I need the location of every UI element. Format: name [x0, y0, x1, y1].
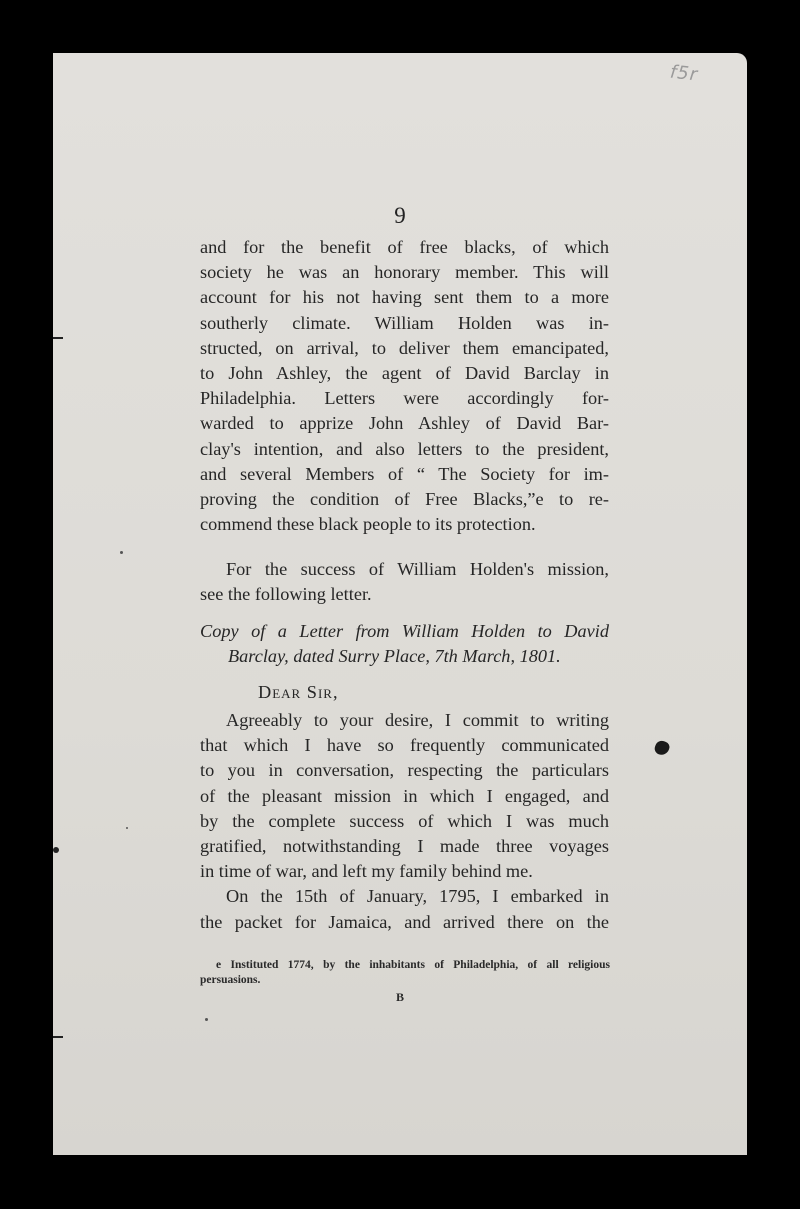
text-line: warded to apprize John Ashley of David Bar- [200, 413, 609, 434]
text-line: clay's intention, and also letters to the president, [200, 438, 609, 459]
text-line: to you in conversation, respecting the particulars [200, 760, 609, 781]
margin-mark [53, 1036, 63, 1038]
letter-heading [200, 619, 609, 669]
letter-body [200, 708, 609, 935]
handwritten-annotation: f5r [668, 61, 700, 86]
greeting-line: Dear Sir, [258, 682, 339, 702]
text-line: structed, on arrival, to deliver them emancipated, [200, 337, 609, 358]
text-line: and for the benefit of free blacks, of which [200, 237, 609, 257]
text-line: to John Ashley, the agent of David Barclay in [200, 362, 609, 383]
text-line: the packet for Jamaica, and arrived there on the [200, 911, 609, 932]
text-line: in time of war, and left my family behind me. [200, 861, 533, 882]
text-line: that which I have so frequently communicated [200, 735, 609, 756]
margin-mark [53, 337, 63, 339]
text-line: account for his not having sent them to a more [200, 287, 609, 308]
text-line: commend these black people to its protection. [200, 514, 536, 535]
text-line: On the 15th of January, 1795, I embarked in [226, 886, 609, 907]
text-line: Philadelphia. Letters were accordingly for- [200, 388, 609, 409]
paper-speck [126, 827, 128, 829]
heading-line: Barclay, dated Surry Place, 7th March, 1801. [228, 646, 561, 667]
heading-line: Copy of a Letter from William Holden to David [200, 621, 609, 641]
text-line: by the complete success of which I was much [200, 810, 609, 831]
footnote [200, 958, 610, 988]
text-line: and several Members of “ The Society for im- [200, 463, 609, 484]
footnote-line: e Instituted 1774, by the inhabitants of Philadelphia, of all religious [216, 959, 610, 971]
paper-speck [205, 1018, 208, 1021]
text-line: proving the condition of Free Blacks,”e to re- [200, 488, 609, 509]
paper-speck [120, 551, 123, 554]
letter-greeting [200, 680, 609, 705]
text-line: society he was an honorary member. This will [200, 262, 609, 283]
paragraph-2 [200, 557, 609, 607]
text-line: Agreeably to your desire, I commit to writing [226, 710, 609, 730]
text-line: of the pleasant mission in which I engaged, and [200, 785, 609, 806]
text-line: see the following letter. [200, 584, 372, 605]
text-line: For the success of William Holden's mission, [226, 559, 609, 579]
margin-mark [53, 847, 59, 853]
text-line: southerly climate. William Holden was in- [200, 312, 609, 333]
text-line: gratified, notwithstanding I made three voyages [200, 835, 609, 856]
signature-mark: B [395, 990, 404, 1004]
page-number: 9 [394, 203, 406, 228]
paragraph-1 [200, 235, 609, 537]
footnote-line: persuasions. [200, 974, 261, 986]
